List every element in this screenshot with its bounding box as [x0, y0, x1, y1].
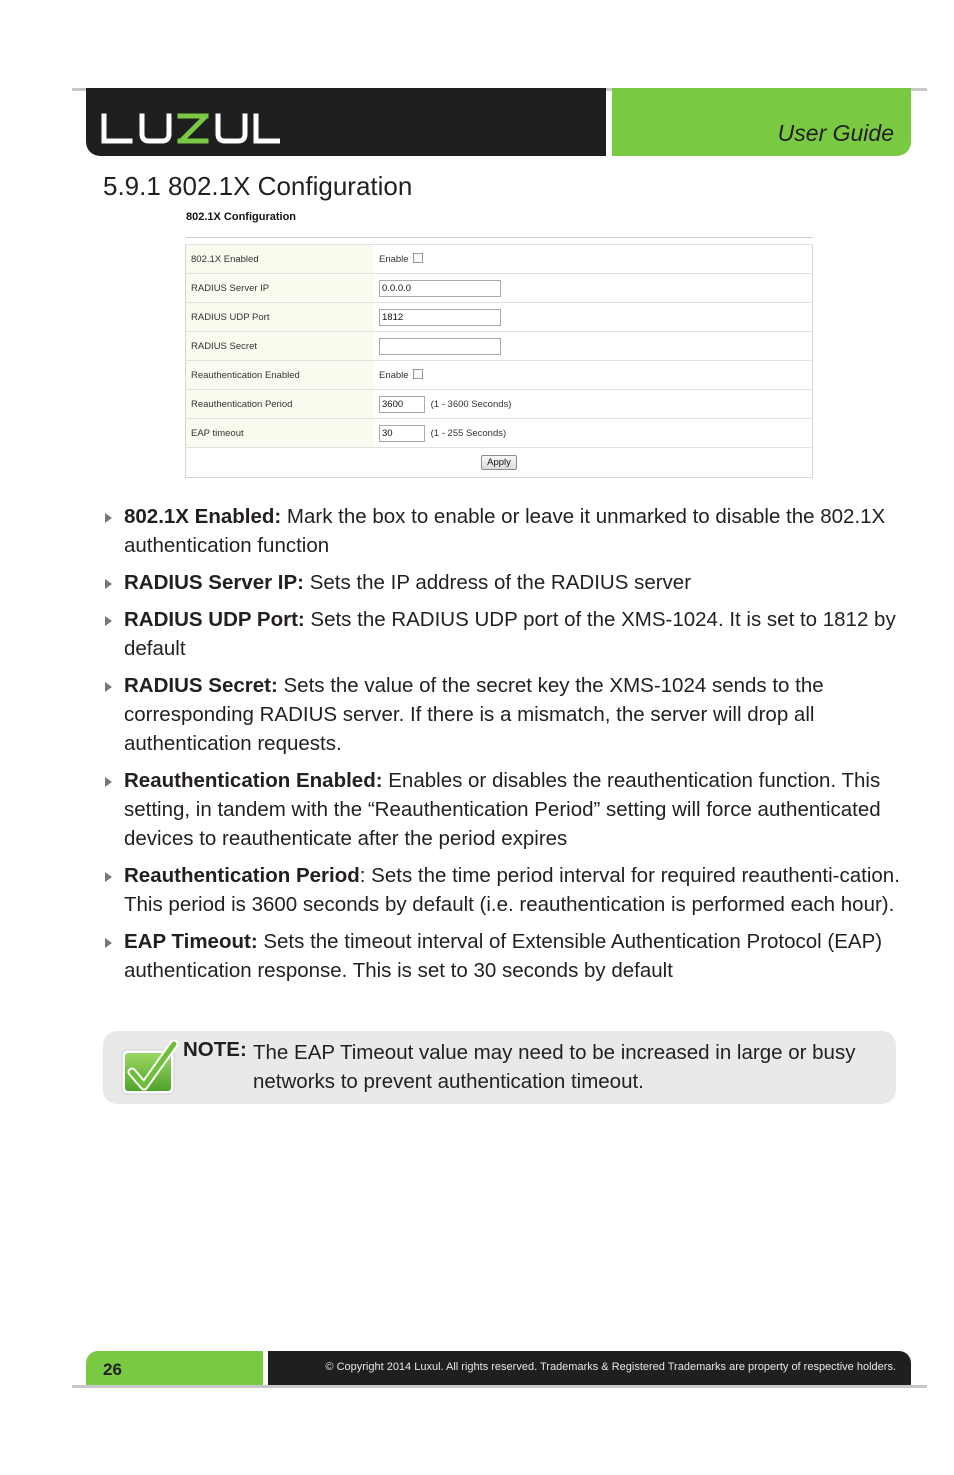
list-item: [104, 927, 900, 985]
table-row: [186, 332, 813, 361]
apply-button[interactable]: Apply: [481, 455, 517, 470]
row-label: Reauthentication Enabled: [186, 361, 375, 390]
note-box: [103, 1031, 896, 1104]
list-item-term: RADIUS Server IP:: [124, 571, 305, 594]
row-value: [374, 419, 813, 448]
row-value: [374, 274, 813, 303]
bullet-triangle-icon: [105, 579, 112, 589]
list-item-text: : Sets the time period interval for required reauthenti-cation. This period is 3600 seconds by default (i.e. reauthentication is performed each hour).: [124, 864, 900, 916]
list-item: [104, 568, 900, 597]
list-item-term: RADIUS Secret:: [124, 674, 278, 697]
bullet-triangle-icon: [105, 513, 112, 523]
table-row: [186, 448, 813, 478]
bullet-triangle-icon: [105, 938, 112, 948]
footer-shadow: [72, 1385, 927, 1388]
list-item-text: Sets the timeout interval of Extensible Authentication Protocol (EAP) authentication response. This is set to 30 seconds by default: [124, 930, 883, 982]
table-row: [186, 419, 813, 448]
copyright-text: © Copyright 2014 Luxul. All rights reserved. Trademarks & Registered Trademarks are property of respective holders.: [325, 1361, 896, 1373]
description-list: [104, 502, 900, 993]
reauthentication-period-input[interactable]: 3600: [379, 396, 425, 413]
list-item-text: Sets the IP address of the RADIUS server: [304, 571, 692, 594]
apply-row: [186, 448, 813, 478]
enable-reauthentication-checkbox[interactable]: [413, 369, 423, 379]
note-text: The EAP Timeout value may need to be increased in large or busy networks to prevent authentication timeout.: [253, 1041, 856, 1093]
row-label: 802.1X Enabled: [186, 245, 375, 274]
list-item: [104, 861, 900, 919]
table-row: [186, 274, 813, 303]
radius-secret-input[interactable]: [379, 338, 501, 355]
row-label: RADIUS Server IP: [186, 274, 375, 303]
list-item: [104, 766, 900, 853]
bullet-triangle-icon: [105, 777, 112, 787]
section-title: 5.9.1 802.1X Configuration: [103, 171, 413, 201]
row-value: [374, 390, 813, 419]
table-row: [186, 303, 813, 332]
radius-server-ip-input[interactable]: 0.0.0.0: [379, 280, 501, 297]
list-item-term: Reauthentication Period: [124, 864, 360, 887]
table-row: [186, 390, 813, 419]
list-item: [104, 502, 900, 560]
list-item-term: 802.1X Enabled:: [124, 505, 282, 528]
list-item-text: Mark the box to enable or leave it unmarked to disable the 802.1X authentication function: [124, 505, 886, 557]
checkmark-icon: [120, 1040, 178, 1096]
row-value: [374, 332, 813, 361]
row-value: [374, 245, 813, 274]
bullet-triangle-icon: [105, 682, 112, 692]
list-item-term: Reauthentication Enabled:: [124, 769, 383, 792]
radius-udp-port-input[interactable]: 1812: [379, 309, 501, 326]
luxul-logo: [100, 112, 280, 146]
row-label: RADIUS Secret: [186, 332, 375, 361]
list-item-term: EAP Timeout:: [124, 930, 258, 953]
list-item-text: Sets the RADIUS UDP port of the XMS-1024. It is set to 1812 by default: [124, 608, 896, 660]
checkbox-label: Enable: [379, 370, 409, 381]
row-label: Reauthentication Period: [186, 390, 375, 419]
note-label: NOTE:: [183, 1038, 247, 1061]
table-row: [186, 245, 813, 274]
bullet-triangle-icon: [105, 872, 112, 882]
list-item-text: Enables or disables the reauthentication function. This setting, in tandem with the “Reauthentication Period” setting will force authenticated devices to reauthenticate after the period expires: [124, 769, 881, 850]
list-item-text: Sets the value of the secret key the XMS-1024 sends to the corresponding RADIUS server. If there is a mismatch, the server will drop all authentication requests.: [124, 674, 824, 755]
list-item-term: RADIUS UDP Port:: [124, 608, 305, 631]
list-item: [104, 671, 900, 758]
row-value: [374, 361, 813, 390]
eap-timeout-input[interactable]: 30: [379, 425, 425, 442]
config-table: [185, 244, 813, 478]
checkbox-label: Enable: [379, 254, 409, 265]
list-item: [104, 605, 900, 663]
bullet-triangle-icon: [105, 616, 112, 626]
range-hint: (1 - 255 Seconds): [430, 427, 507, 439]
range-hint: (1 - 3600 Seconds): [430, 398, 512, 410]
enable-8021x-checkbox[interactable]: [413, 253, 423, 263]
row-value: [374, 303, 813, 332]
page-number: 26: [103, 1360, 122, 1379]
row-label: RADIUS UDP Port: [186, 303, 375, 332]
panel-caption: 802.1X Configuration: [186, 211, 297, 223]
user-guide-label: User Guide: [777, 120, 894, 146]
row-label: EAP timeout: [186, 419, 375, 448]
panel-divider: [186, 237, 813, 238]
table-row: [186, 361, 813, 390]
